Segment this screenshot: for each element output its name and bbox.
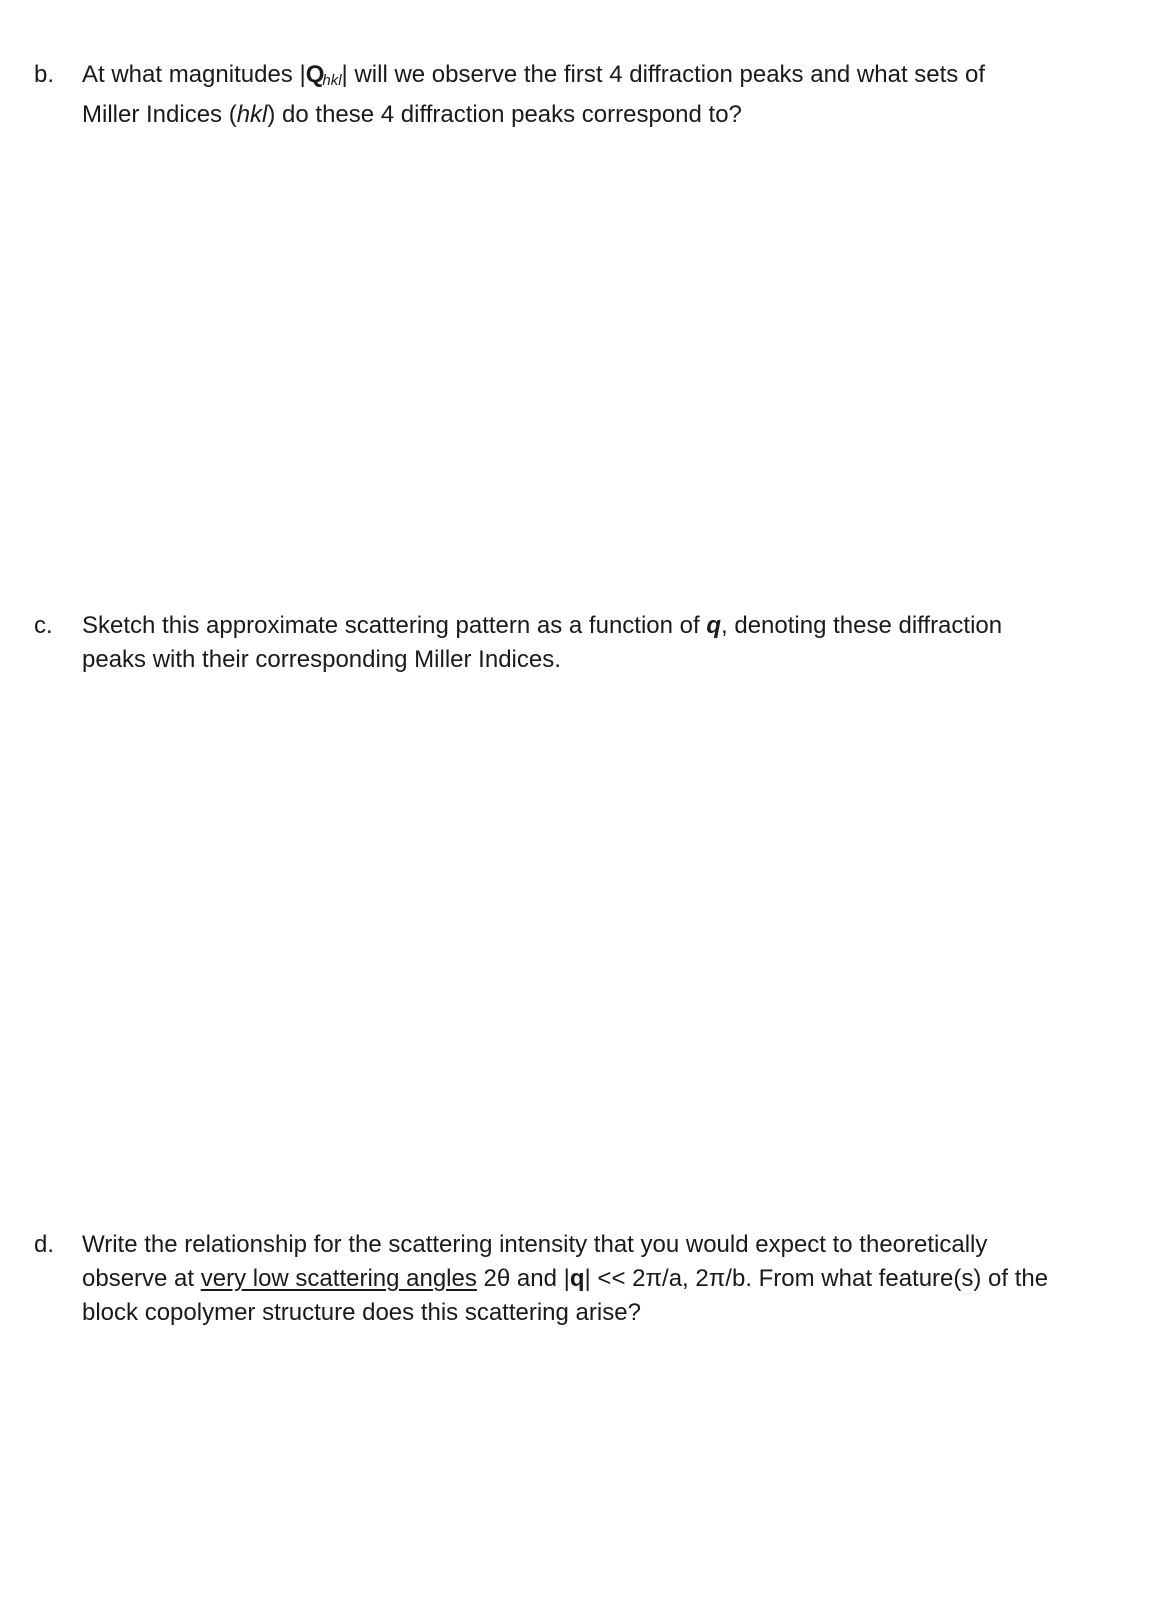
question-d-text-4: | << 2π/a, 2π/b. From what feature(s) of the [584, 1265, 1049, 1292]
question-d-text-3: 2θ and | [476, 1265, 570, 1292]
question-b-text [82, 58, 1149, 132]
question-c-text [82, 609, 1149, 677]
question-b-text-4: ) do these 4 diffraction peaks correspond to? [267, 101, 742, 128]
question-d-text [82, 1228, 1149, 1330]
question-b-label: b. [34, 61, 55, 88]
hkl-subscript: hkl [322, 72, 342, 89]
question-b-text-3: Miller Indices ( [82, 101, 237, 128]
q-bold-symbol: q [569, 1265, 585, 1292]
question-d [34, 1228, 1149, 1330]
question-d-text-2: observe at [82, 1265, 201, 1292]
question-b-text-2: | will we observe the first 4 diffraction peaks and what sets of [341, 61, 985, 88]
question-b [34, 58, 1149, 132]
question-c-text-1: Sketch this approximate scattering pattern as a function of [82, 612, 707, 639]
question-b-text-1: At what magnitudes | [82, 61, 306, 88]
underlined-phrase: very low scattering angles [200, 1265, 477, 1292]
question-d-text-5: block copolymer structure does this scattering arise? [82, 1299, 641, 1326]
question-c-label: c. [34, 612, 53, 639]
q-symbol: q [706, 612, 722, 639]
question-d-label: d. [34, 1231, 55, 1258]
question-c-text-2: , denoting these diffraction [721, 612, 1003, 639]
question-c [34, 609, 1149, 677]
question-d-text-1: Write the relationship for the scattering intensity that you would expect to theoretically [82, 1231, 988, 1258]
q-vector-symbol: Q [305, 61, 325, 88]
hkl-italic: hkl [236, 101, 268, 128]
question-c-text-3: peaks with their corresponding Miller Indices. [82, 646, 561, 673]
